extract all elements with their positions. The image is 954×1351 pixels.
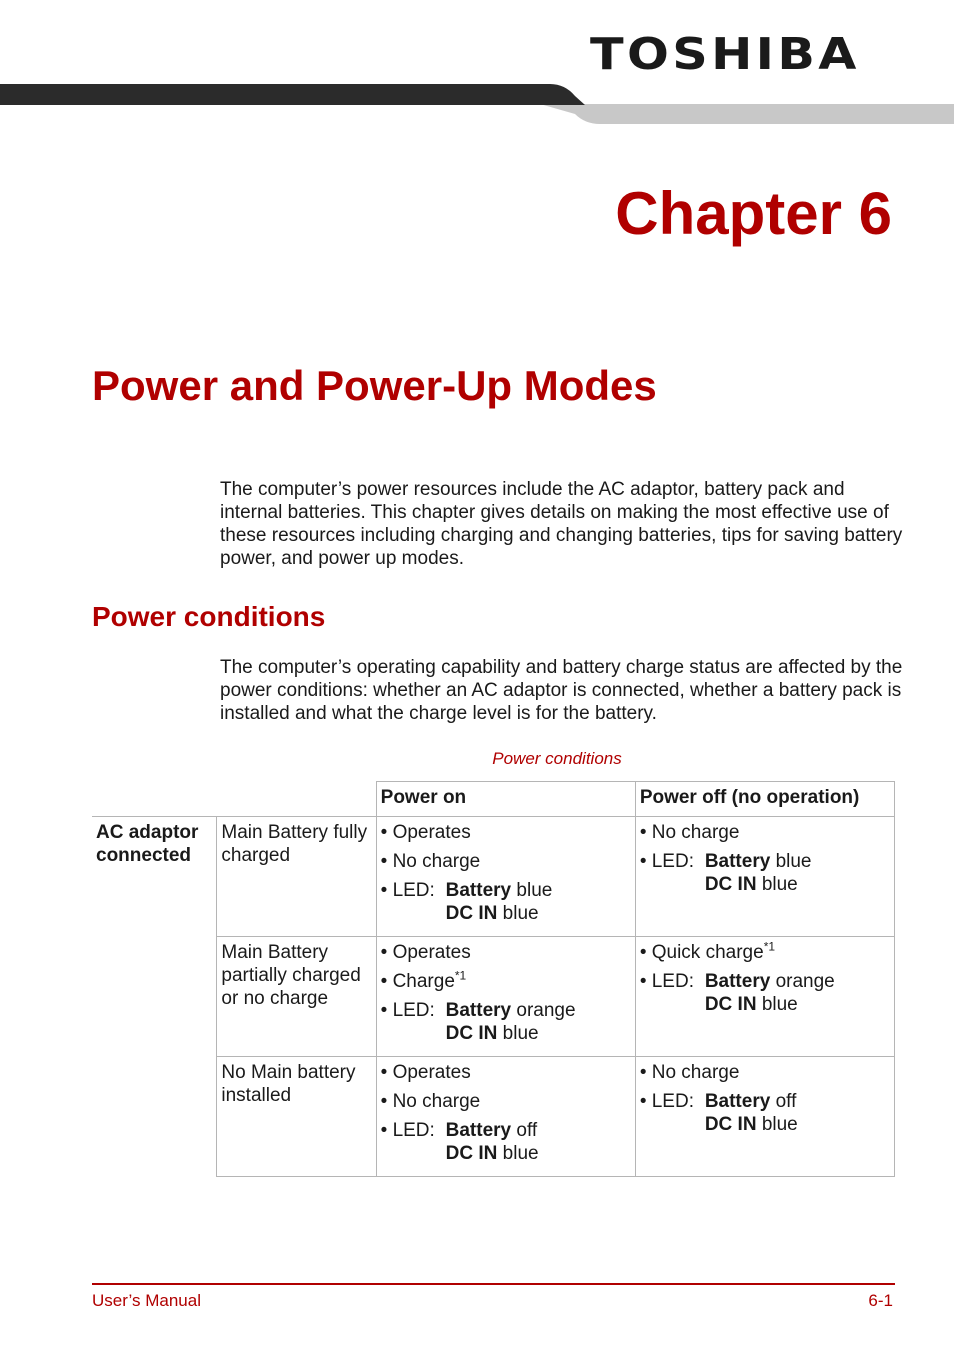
condition-cell: Main Battery fully charged	[217, 817, 376, 937]
battery-word: Battery	[445, 1000, 512, 1021]
list-item	[640, 941, 890, 964]
battery-led-state: off	[775, 1091, 797, 1112]
dcin-led-state: blue	[761, 994, 798, 1015]
led-label: • LED:	[380, 1120, 435, 1141]
header-band	[0, 84, 954, 126]
dcin-led-state: blue	[502, 1023, 539, 1044]
dcin-led-state: blue	[502, 1143, 539, 1164]
led-values	[446, 1119, 539, 1165]
led-status	[381, 999, 631, 1045]
list-item: • No charge	[639, 822, 740, 843]
col-header-power-off: Power off (no operation)	[635, 782, 894, 817]
footnote-marker: *1	[454, 968, 467, 983]
page-number: 6-1	[868, 1291, 893, 1310]
power-off-cell	[635, 1057, 894, 1177]
led-label: • LED:	[380, 880, 435, 901]
table-row	[92, 817, 895, 937]
led-status	[640, 1090, 890, 1136]
battery-word: Battery	[704, 1091, 771, 1112]
list-item: • No charge	[639, 1062, 740, 1083]
table-caption: Power conditions	[492, 749, 622, 768]
list-item-text: • Quick charge	[639, 942, 764, 963]
dcin-word: DC IN	[704, 1114, 757, 1135]
chapter-label: Chapter 6	[615, 180, 892, 247]
list-item	[381, 970, 631, 993]
table-header-row	[92, 782, 895, 817]
dcin-led-state: blue	[761, 1114, 798, 1135]
page-title: Power and Power-Up Modes	[92, 362, 657, 409]
dcin-word: DC IN	[445, 1143, 498, 1164]
section-heading: Power conditions	[92, 601, 326, 632]
list-item: • Operates	[380, 1062, 471, 1083]
footnote-marker: *1	[763, 939, 776, 954]
header-band-dark	[0, 84, 585, 105]
led-values	[705, 970, 835, 1016]
battery-word: Battery	[704, 971, 771, 992]
header-blank-cell	[92, 782, 376, 817]
led-label: • LED:	[639, 851, 694, 872]
battery-led-state: orange	[516, 1000, 576, 1021]
power-on-cell	[376, 937, 635, 1057]
led-label: • LED:	[380, 1000, 435, 1021]
dcin-word: DC IN	[704, 994, 757, 1015]
battery-led-state: off	[516, 1120, 538, 1141]
battery-word: Battery	[445, 1120, 512, 1141]
led-status	[640, 850, 890, 896]
led-status	[640, 970, 890, 1016]
led-label: • LED:	[639, 1091, 694, 1112]
power-on-cell	[376, 1057, 635, 1177]
power-off-cell	[635, 817, 894, 937]
condition-cell: Main Battery partially charged or no charge	[217, 937, 376, 1057]
power-conditions-table	[92, 781, 895, 1177]
battery-word: Battery	[445, 880, 512, 901]
col-header-power-on: Power on	[376, 782, 635, 817]
toshiba-logo: TOSHIBA	[590, 29, 860, 80]
led-status	[381, 1119, 631, 1165]
power-on-cell	[376, 817, 635, 937]
power-off-cell	[635, 937, 894, 1057]
led-values	[705, 1090, 798, 1136]
footer-rule	[92, 1283, 895, 1285]
led-status	[381, 879, 631, 925]
dcin-led-state: blue	[502, 903, 539, 924]
list-item: • Operates	[380, 822, 471, 843]
list-item: • Operates	[380, 942, 471, 963]
led-label: • LED:	[639, 971, 694, 992]
dcin-led-state: blue	[761, 874, 798, 895]
list-item: • No charge	[380, 1091, 481, 1112]
battery-word: Battery	[704, 851, 771, 872]
led-values	[446, 879, 553, 925]
led-values	[705, 850, 812, 896]
battery-led-state: orange	[775, 971, 835, 992]
led-values	[446, 999, 576, 1045]
list-item: • No charge	[380, 851, 481, 872]
condition-cell: No Main battery installed	[217, 1057, 376, 1177]
header-band-light	[540, 104, 954, 124]
dcin-word: DC IN	[445, 1023, 498, 1044]
intro-paragraph: The computer’s power resources include the AC adaptor, battery pack and internal batteries. This chapter gives details on making the most effective use of these resources including charging and changing batteries, tips for saving battery power, and power up modes.	[220, 479, 903, 569]
battery-led-state: blue	[775, 851, 812, 872]
footer-manual-label: User’s Manual	[92, 1291, 201, 1310]
battery-led-state: blue	[516, 880, 553, 901]
dcin-word: DC IN	[445, 903, 498, 924]
list-item-text: • Charge	[380, 971, 455, 992]
section-paragraph: The computer’s operating capability and battery charge status are affected by the power conditions: whether an AC adaptor is connected, whether a battery pack is installed and what the charge level is for the battery.	[220, 657, 903, 724]
group-label-ac-adaptor: AC adaptor connected	[96, 822, 199, 866]
dcin-word: DC IN	[704, 874, 757, 895]
